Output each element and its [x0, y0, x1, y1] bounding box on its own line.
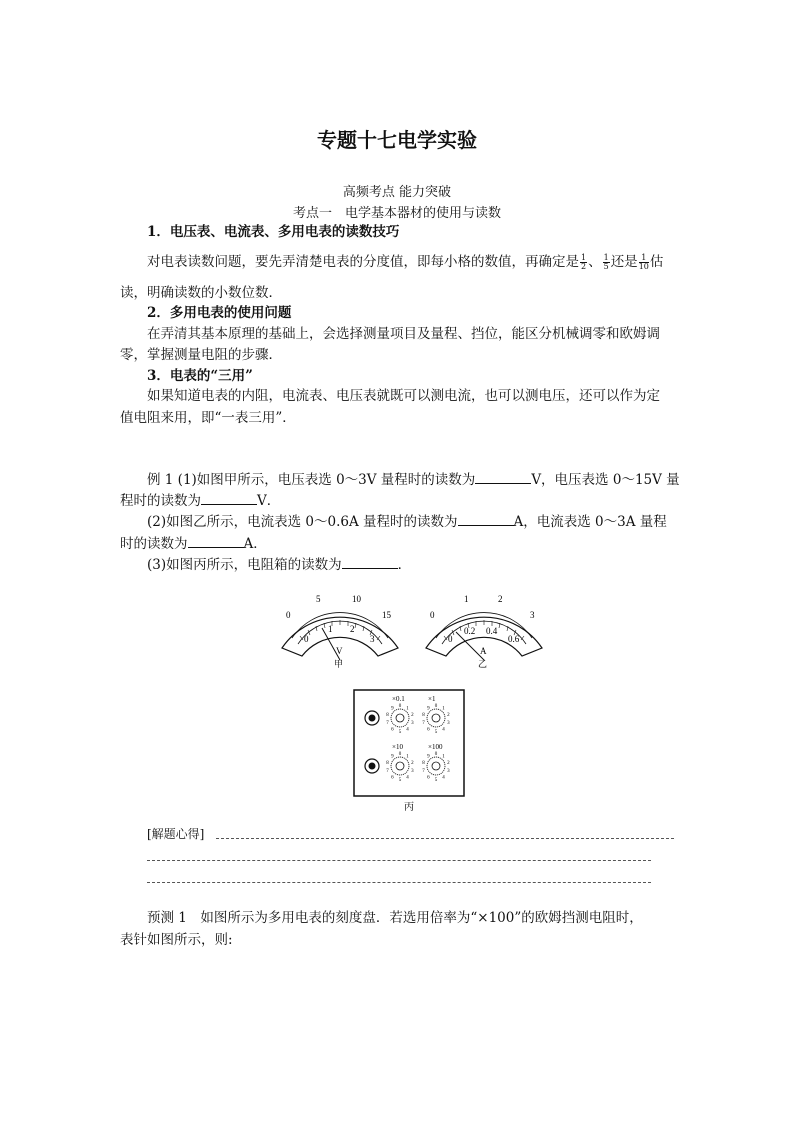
item2-line1: 在弄清其基本原理的基础上，会选择测量项目及量程、挡位，能区分机械调零和欧姆调 — [147, 326, 660, 342]
page-title: 专题十七电学实验 — [317, 128, 477, 152]
resistance-box-figure — [352, 688, 466, 816]
dial-digit: 2 — [447, 760, 450, 766]
dial-digit: 7 — [422, 768, 425, 774]
dial-knob — [427, 709, 445, 727]
item2-line2: 零，掌握测量电阻的步骤． — [120, 347, 282, 363]
item3-line2: 值电阻来用，即“一表三用”． — [120, 410, 296, 426]
example1-line4: 时的读数为 A． — [120, 536, 267, 552]
item1-line1: 对电表读数问题，要先弄清楚电表的分度值，即每小格的数值，再确定是 $\frac{1}{2}$ 、 $\frac{1}{5}$ 还是 $\frac{1}{10}$ 估 — [147, 253, 664, 271]
dial-digit: 4 — [406, 775, 409, 781]
item2-heading: 2．多用电表的使用问题 — [147, 305, 292, 321]
dial-multiplier-label: ×0.1 — [392, 695, 405, 703]
kaodian-heading: 考点一 电学基本器材的使用与读数 — [292, 206, 501, 221]
dial-digit: 5 — [434, 729, 438, 735]
dial-digit: 8 — [386, 760, 389, 766]
dial — [386, 695, 414, 735]
answer-line — [147, 882, 651, 883]
dial-digit: 8 — [386, 712, 389, 718]
dial-digit: 8 — [422, 712, 425, 718]
dial-digit: 9 — [427, 706, 430, 712]
dial-digit: 4 — [442, 775, 445, 781]
dial-digit: 5 — [434, 777, 438, 783]
dial-digit: 2 — [447, 712, 450, 718]
fraction-fifth: $\frac{1}{5}$ — [603, 253, 609, 271]
dial-hub — [432, 762, 440, 770]
lower-scale-label: 0.4 — [486, 626, 498, 636]
upper-scale-label: 2 — [498, 594, 503, 604]
dial-knob — [391, 709, 409, 727]
unit-label: V — [336, 646, 343, 656]
dial-hub — [396, 714, 404, 722]
dial-digit: 3 — [447, 720, 450, 726]
lower-scale-label: 0 — [304, 634, 309, 644]
lower-scale-label: 0 — [448, 634, 453, 644]
dial-digit: 4 — [406, 727, 409, 733]
dial-digit: 1 — [442, 754, 445, 760]
dial-digit: 8 — [422, 760, 425, 766]
dial-digit: 0 — [398, 751, 402, 757]
dial-multiplier-label: ×10 — [392, 743, 403, 751]
upper-scale-label: 0 — [430, 610, 435, 620]
figure-caption: 甲 — [334, 659, 344, 669]
lower-scale-label: 3 — [370, 634, 375, 644]
dial-hub — [396, 762, 404, 770]
item3-heading: 3．电表的“三用” — [147, 368, 253, 384]
dial — [386, 743, 414, 783]
dial-digit: 6 — [391, 775, 394, 781]
upper-scale-label: 5 — [316, 594, 321, 604]
answer-blank — [342, 555, 398, 569]
answer-line — [216, 838, 674, 839]
prediction1-line2: 表针如图所示，则: — [120, 932, 233, 948]
answer-line — [147, 860, 651, 861]
unit-label: A — [480, 646, 487, 656]
dial-digit: 5 — [398, 729, 402, 735]
dial-multiplier-label: ×100 — [428, 743, 443, 751]
item3-line1: 如果知道电表的内阻，电流表、电压表就既可以测电流，也可以测电压，还可以作为定 — [147, 388, 660, 404]
fraction-half: $\frac{1}{2}$ — [581, 253, 587, 271]
upper-scale-label: 1 — [464, 594, 469, 604]
dial-digit: 9 — [427, 754, 430, 760]
prediction1-line1: 预测 1 如图所示为多用电表的刻度盘．若选用倍率为“×100”的欧姆挡测电阻时， — [147, 910, 643, 926]
dial-digit: 0 — [434, 751, 438, 757]
solve-label: [解题心得] — [147, 827, 205, 841]
upper-scale-label: 15 — [382, 610, 391, 620]
dial-digit: 1 — [442, 706, 445, 712]
answer-blank — [458, 512, 514, 526]
example1-line3: (2)如图乙所示，电流表选 0～0.6A 量程时的读数为 A，电流表选 0～3A 量程 — [147, 514, 667, 530]
dial-digit: 6 — [427, 727, 430, 733]
upper-scale-label: 3 — [530, 610, 535, 620]
dial-multiplier-label: ×1 — [428, 695, 436, 703]
lower-scale-label: 0.6 — [508, 634, 520, 644]
example1-line2: 程时的读数为 V． — [120, 493, 281, 509]
section-heading: 高频考点 能力突破 — [342, 185, 452, 200]
upper-scale-label: 0 — [286, 610, 291, 620]
item1-heading: 1．电压表、电流表、多用电表的读数技巧 — [147, 224, 400, 240]
lower-scale-label: 2 — [350, 624, 355, 634]
terminal-top — [365, 711, 379, 725]
dial-digit: 6 — [391, 727, 394, 733]
figure-caption: 乙 — [478, 659, 488, 669]
example1-line1: 例 1 (1)如图甲所示，电压表选 0～3V 量程时的读数为 V，电压表选 0～15V 量 — [147, 472, 680, 488]
dial-digit: 3 — [411, 768, 414, 774]
fraction-tenth: $\frac{1}{10}$ — [638, 253, 649, 271]
dial-digit: 4 — [442, 727, 445, 733]
dial-digit: 3 — [447, 768, 450, 774]
lower-scale-label: 1 — [328, 624, 333, 634]
dial-digit: 7 — [422, 720, 425, 726]
voltmeter-figure — [270, 588, 410, 670]
dial-digit: 9 — [391, 706, 394, 712]
dial-digit: 5 — [398, 777, 402, 783]
dial — [422, 743, 450, 783]
dial-digit: 0 — [398, 703, 402, 709]
dial-digit: 2 — [411, 760, 414, 766]
lower-scale-label: 0.2 — [464, 626, 476, 636]
dial-digit: 1 — [406, 706, 409, 712]
dial-digit: 6 — [427, 775, 430, 781]
dial-digit: 1 — [406, 754, 409, 760]
terminal-bottom — [365, 759, 379, 773]
answer-blank — [475, 470, 531, 484]
dial-digit: 7 — [386, 768, 389, 774]
answer-blank — [188, 534, 244, 548]
item1-line2: 读，明确读数的小数位数． — [120, 285, 282, 301]
dial-hub — [432, 714, 440, 722]
dial-digit: 2 — [411, 712, 414, 718]
figure-caption: 丙 — [404, 802, 414, 813]
ammeter-figure — [414, 588, 554, 670]
upper-scale-label: 10 — [352, 594, 361, 604]
dial-knob — [391, 757, 409, 775]
dial-knob — [427, 757, 445, 775]
dial-digit: 0 — [434, 703, 438, 709]
dial-digit: 9 — [391, 754, 394, 760]
dial-digit: 3 — [411, 720, 414, 726]
answer-blank — [201, 491, 257, 505]
example1-line5: (3)如图丙所示，电阻箱的读数为 ． — [147, 557, 412, 573]
dial-digit: 7 — [386, 720, 389, 726]
dial — [422, 695, 450, 735]
